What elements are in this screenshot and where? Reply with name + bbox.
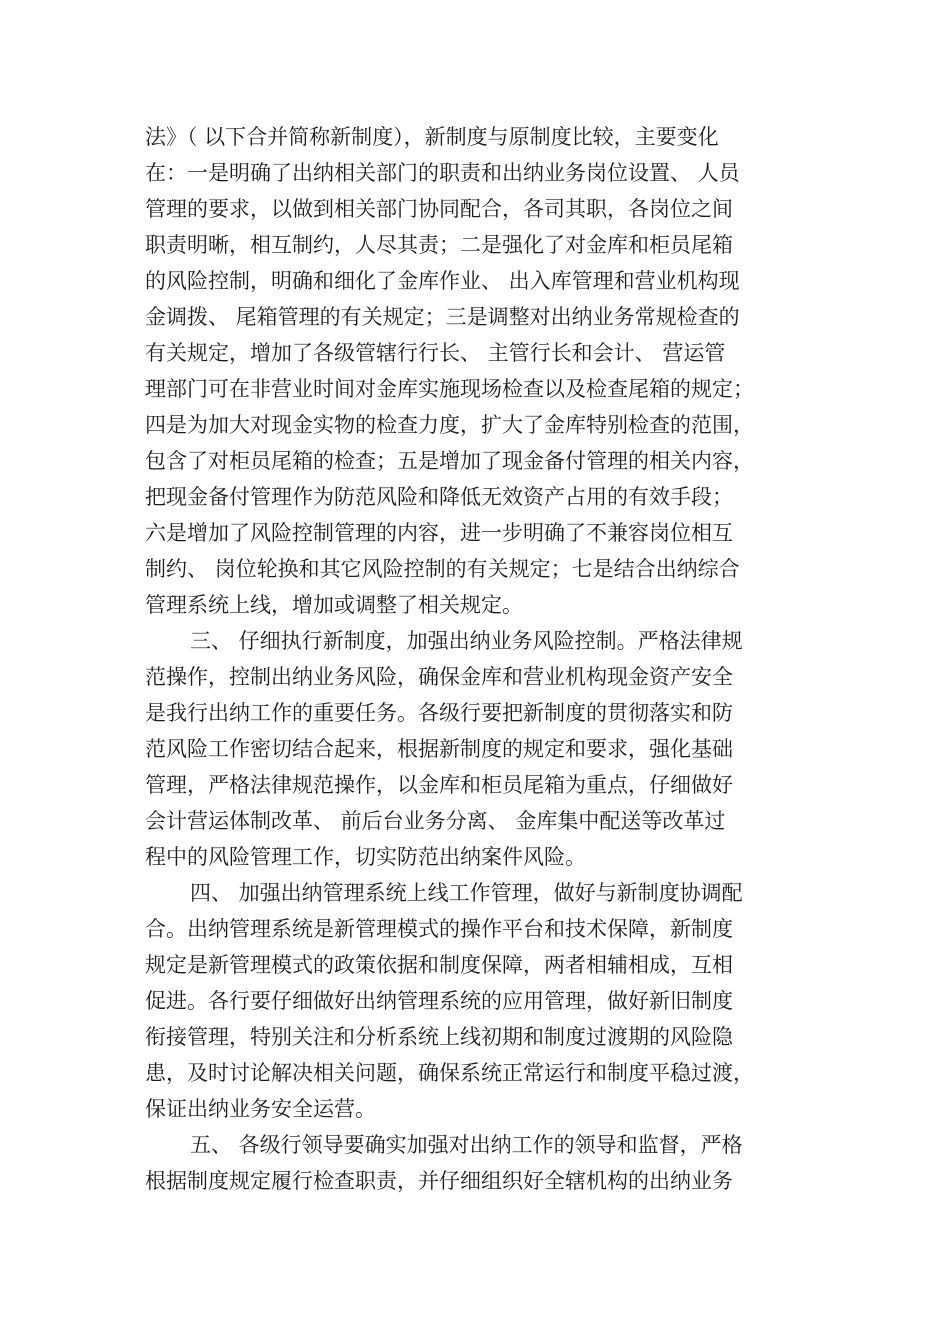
text-line: 管理的要求，以做到相关部门协同配合，各司其职，各岗位之间: [145, 197, 733, 221]
text-line: 在：一是明确了出纳相关部门的职责和出纳业务岗位设置、 人员: [145, 161, 740, 185]
text-line: 包含了对柜员尾箱的检查；五是增加了现金备付管理的相关内容，: [145, 449, 754, 473]
text-line: 职责明晰，相互制约，人尽其责；二是强化了对金库和柜员尾箱: [145, 233, 733, 257]
text-line: 五、 各级行领导要确实加强对出纳工作的领导和监督，严格: [190, 1133, 743, 1157]
paragraph: [145, 875, 810, 1127]
text-line: 程中的风险管理工作，切实防范出纳案件风险。: [145, 845, 586, 869]
text-line: 是我行出纳工作的重要任务。各级行要把新制度的贯彻落实和防: [145, 701, 733, 725]
document-body: [145, 119, 810, 1199]
text-line: 范风险工作密切结合起来，根据新制度的规定和要求，强化基础: [145, 737, 733, 761]
text-line: 六是增加了风险控制管理的内容，进一步明确了不兼容岗位相互: [145, 521, 733, 545]
paragraph: [145, 623, 810, 875]
text-line: 会计营运体制改革、 前后台业务分离、 金库集中配送等改革过: [145, 809, 726, 833]
text-line: 合。出纳管理系统是新管理模式的操作平台和技术保障，新制度: [145, 917, 733, 941]
paragraph: [145, 1127, 810, 1199]
text-line: 四是为加大对现金实物的检查力度，扩大了金库特别检查的范围，: [145, 413, 754, 437]
text-line: 范操作，控制出纳业务风险，确保金库和营业机构现金资产安全: [145, 665, 733, 689]
text-line: 患，及时讨论解决相关问题，确保系统正常运行和制度平稳过渡，: [145, 1061, 754, 1085]
text-line: 规定是新管理模式的政策依据和制度保障，两者相辅相成，互相: [145, 953, 733, 977]
text-line: 金调拨、 尾箱管理的有关规定；三是调整对出纳业务常规检查的: [145, 305, 740, 329]
text-line: 把现金备付管理作为防范风险和降低无效资产占用的有效手段；: [145, 485, 733, 509]
text-line: 有关规定，增加了各级管辖行行长、 主管行长和会计、 营运管: [145, 341, 726, 365]
text-line: 制约、 岗位轮换和其它风险控制的有关规定；七是结合出纳综合: [145, 557, 740, 581]
text-line: 保证出纳业务安全运营。: [145, 1097, 376, 1121]
text-line: 衔接管理，特别关注和分析系统上线初期和制度过渡期的风险隐: [145, 1025, 733, 1049]
text-line: 促进。各行要仔细做好出纳管理系统的应用管理，做好新旧制度: [145, 989, 733, 1013]
text-line: 法》（ 以下合并简称新制度），新制度与原制度比较，主要变化: [145, 125, 719, 149]
text-line: 理部门可在非营业时间对金库实施现场检查以及检查尾箱的规定；: [145, 377, 754, 401]
paragraph: [145, 119, 810, 623]
text-line: 根据制度规定履行检查职责，并仔细组织好全辖机构的出纳业务: [145, 1169, 733, 1193]
text-line: 管理，严格法律规范操作，以金库和柜员尾箱为重点，仔细做好: [145, 773, 733, 797]
text-line: 的风险控制，明确和细化了金库作业、 出入库管理和营业机构现: [145, 269, 740, 293]
text-line: 四、 加强出纳管理系统上线工作管理，做好与新制度协调配: [190, 881, 743, 905]
text-line: 管理系统上线，增加或调整了相关规定。: [145, 593, 523, 617]
text-line: 三、 仔细执行新制度，加强出纳业务风险控制。严格法律规: [190, 629, 743, 653]
